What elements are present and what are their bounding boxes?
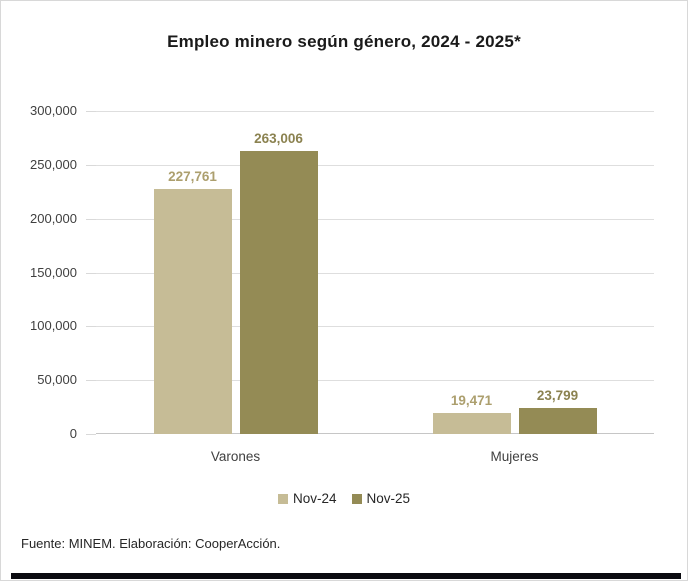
y-axis-tick-label: 100,000 <box>30 318 77 334</box>
legend-item <box>352 491 411 506</box>
bar-nov-24-varones <box>154 189 232 434</box>
y-axis-tick-label: 200,000 <box>30 210 77 226</box>
source-note: Fuente: MINEM. Elaboración: CooperAcción. <box>21 536 281 551</box>
y-axis-tick-label: 50,000 <box>37 372 77 388</box>
legend-swatch <box>278 494 288 504</box>
bottom-border-bar <box>11 573 681 579</box>
y-axis-tick <box>86 165 96 166</box>
bar-nov-25-varones <box>240 151 318 434</box>
y-axis-tick <box>86 380 96 381</box>
gridline <box>96 111 654 112</box>
x-axis-category-label: Mujeres <box>490 449 539 464</box>
bar-nov-25-mujeres <box>519 408 597 434</box>
bar-value-label: 263,006 <box>254 131 303 146</box>
bar-value-label: 23,799 <box>536 388 579 403</box>
legend-item <box>278 491 337 506</box>
y-axis-tick <box>86 434 96 435</box>
y-axis-tick-label: 300,000 <box>30 103 77 118</box>
chart-title: Empleo minero según género, 2024 - 2025* <box>167 32 521 51</box>
y-axis-tick-label: 0 <box>69 426 77 441</box>
y-axis-tick <box>86 219 96 220</box>
bar-value-label: 227,761 <box>168 169 217 184</box>
legend-label: Nov-24 <box>292 491 337 506</box>
y-axis-tick <box>86 273 96 274</box>
legend-swatch <box>352 494 362 504</box>
y-axis-tick <box>86 326 96 327</box>
bar-value-label: 19,471 <box>450 393 493 408</box>
y-axis-tick <box>86 111 96 112</box>
gridline <box>96 165 654 166</box>
bar-nov-24-mujeres <box>433 413 511 434</box>
plot-area <box>96 111 654 434</box>
y-axis-tick-label: 150,000 <box>30 264 77 280</box>
legend <box>1 491 687 506</box>
y-axis-tick-label: 250,000 <box>30 156 77 172</box>
legend-label: Nov-25 <box>366 491 411 506</box>
x-axis-category-label: Varones <box>210 449 261 464</box>
